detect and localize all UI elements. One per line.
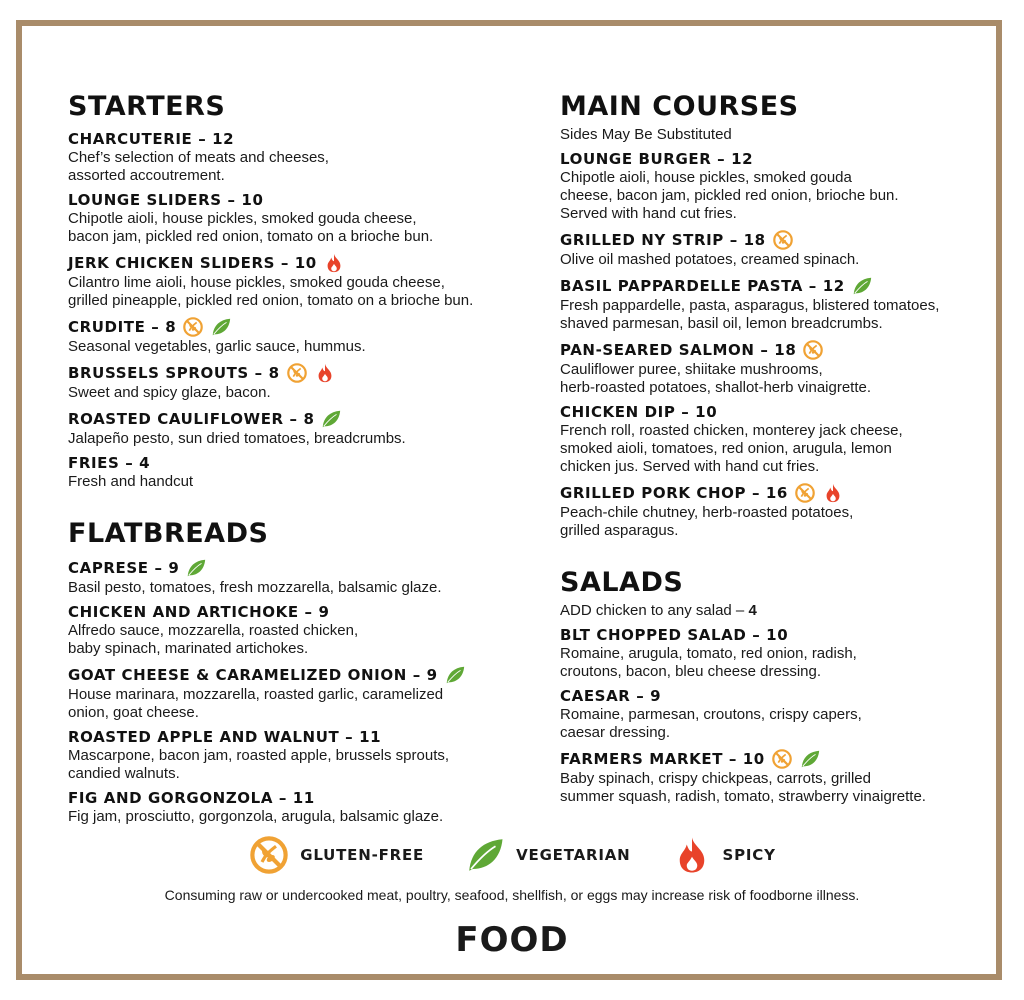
menu-item bbox=[68, 664, 536, 722]
section-note: Sides May Be Substituted bbox=[560, 126, 732, 143]
item-list bbox=[560, 626, 990, 806]
menu-item bbox=[560, 748, 990, 806]
section-main-courses bbox=[560, 90, 990, 540]
legend-gluten-free bbox=[248, 834, 424, 876]
menu-item-description: Fig jam, prosciutto, gorgonzola, arugula, balsamic glaze. bbox=[68, 808, 444, 825]
menu-item bbox=[68, 316, 536, 356]
menu-item bbox=[68, 191, 536, 246]
gluten-free-icon bbox=[248, 834, 290, 876]
vegetarian-icon bbox=[185, 557, 207, 579]
menu-item-name: CHICKEN DIP – 10 bbox=[560, 403, 718, 421]
section-title: FLATBREADS bbox=[68, 518, 269, 549]
menu-item-name: PAN-SEARED SALMON – 18 bbox=[560, 340, 797, 359]
menu-item-title bbox=[68, 362, 536, 384]
menu-item-description: Mascarpone, bacon jam, roasted apple, brussels sprouts, candied walnuts. bbox=[68, 747, 450, 782]
menu-item bbox=[68, 362, 536, 402]
gluten-free-icon bbox=[772, 229, 794, 251]
menu-item bbox=[560, 626, 990, 681]
menu-item-description: Seasonal vegetables, garlic sauce, hummus. bbox=[68, 338, 366, 355]
item-list bbox=[560, 150, 990, 540]
vegetarian-icon bbox=[464, 834, 506, 876]
menu-item-description: Cauliflower puree, shiitake mushrooms, herb-roasted potatoes, shallot-herb vinaigrette. bbox=[560, 361, 872, 396]
menu-item-title bbox=[560, 403, 990, 422]
menu-item-description: Sweet and spicy glaze, bacon. bbox=[68, 384, 271, 401]
gluten-free-icon bbox=[286, 362, 308, 384]
menu-item-name: LOUNGE BURGER – 12 bbox=[560, 150, 754, 168]
menu-item-description: Basil pesto, tomatoes, fresh mozzarella, balsamic glaze. bbox=[68, 579, 442, 596]
menu-item-title bbox=[68, 130, 536, 149]
menu-item-name: CHARCUTERIE – 12 bbox=[68, 130, 235, 148]
menu-item-title bbox=[560, 748, 990, 770]
menu-item-title bbox=[560, 687, 990, 706]
menu-item bbox=[560, 339, 990, 397]
menu-item-name: FRIES – 4 bbox=[68, 454, 151, 472]
menu-item-name: GRILLED NY STRIP – 18 bbox=[560, 230, 766, 249]
menu-item-description: Fresh pappardelle, pasta, asparagus, blistered tomatoes, shaved parmesan, basil oil, lemon breadcrumbs. bbox=[560, 297, 940, 332]
menu-item-name: CRUDITE – 8 bbox=[68, 317, 177, 336]
salad-note-price: 4 bbox=[748, 602, 757, 619]
right-column bbox=[560, 90, 990, 806]
menu-item bbox=[560, 275, 990, 333]
menu-item-title bbox=[560, 339, 990, 361]
menu-item bbox=[68, 789, 536, 826]
section-title: MAIN COURSES bbox=[560, 91, 799, 122]
spicy-icon bbox=[323, 252, 345, 274]
menu-item-title bbox=[68, 316, 536, 338]
menu-item-title bbox=[560, 229, 990, 251]
legend-label: GLUTEN-FREE bbox=[300, 846, 425, 864]
menu-item-name: ROASTED CAULIFLOWER – 8 bbox=[68, 409, 315, 428]
section-title: SALADS bbox=[560, 567, 684, 598]
page-title: FOOD bbox=[455, 920, 569, 960]
legend-label: VEGETARIAN bbox=[516, 846, 631, 864]
icon-legend bbox=[0, 834, 1024, 876]
vegetarian-icon bbox=[320, 408, 342, 430]
vegetarian-icon bbox=[444, 664, 466, 686]
menu-item-name: FARMERS MARKET – 10 bbox=[560, 749, 765, 768]
menu-item bbox=[68, 454, 536, 491]
menu-item-title bbox=[68, 252, 536, 274]
menu-item-description: Chef’s selection of meats and cheeses, assorted accoutrement. bbox=[68, 149, 329, 184]
menu-item-title bbox=[68, 454, 536, 473]
menu-item-description: Jalapeño pesto, sun dried tomatoes, breadcrumbs. bbox=[68, 430, 406, 447]
menu-item-title bbox=[68, 557, 536, 579]
menu-item bbox=[560, 229, 990, 269]
menu-item-description: Chipotle aioli, house pickles, smoked gouda cheese, bacon jam, pickled red onion, tomato on a brioche bun. bbox=[68, 210, 434, 245]
salad-note-text: ADD chicken to any salad – bbox=[560, 602, 749, 619]
menu-item-title bbox=[560, 482, 990, 504]
menu-item-name: FIG AND GORGONZOLA – 11 bbox=[68, 789, 315, 807]
menu-item-description: Peach-chile chutney, herb-roasted potatoes, grilled asparagus. bbox=[560, 504, 854, 539]
menu-item-description: Fresh and handcut bbox=[68, 473, 194, 490]
gluten-free-icon bbox=[794, 482, 816, 504]
menu-item-title bbox=[560, 150, 990, 169]
menu-item bbox=[68, 130, 536, 185]
menu-item-name: JERK CHICKEN SLIDERS – 10 bbox=[68, 253, 317, 272]
item-list bbox=[68, 130, 536, 491]
section-flatbreads bbox=[68, 517, 536, 826]
menu-item bbox=[68, 408, 536, 448]
menu-item bbox=[68, 252, 536, 310]
menu-item bbox=[560, 482, 990, 540]
menu-item-description: House marinara, mozzarella, roasted garlic, caramelized onion, goat cheese. bbox=[68, 686, 444, 721]
menu-item-title bbox=[68, 789, 536, 808]
menu-item-description: Baby spinach, crispy chickpeas, carrots, grilled summer squash, radish, tomato, strawberry vinaigrette. bbox=[560, 770, 926, 805]
left-column bbox=[68, 90, 536, 826]
menu-item-description: Alfredo sauce, mozzarella, roasted chicken, baby spinach, marinated artichokes. bbox=[68, 622, 359, 657]
spicy-icon bbox=[671, 834, 713, 876]
menu-item-title bbox=[68, 408, 536, 430]
vegetarian-icon bbox=[851, 275, 873, 297]
menu-item-name: CAPRESE – 9 bbox=[68, 558, 180, 577]
vegetarian-icon bbox=[799, 748, 821, 770]
menu-item-title bbox=[560, 275, 990, 297]
section-starters bbox=[68, 90, 536, 491]
menu-item-description: Cilantro lime aioli, house pickles, smoked gouda cheese, grilled pineapple, pickled red onion, tomato on a brioche bun. bbox=[68, 274, 474, 309]
section-note bbox=[560, 602, 990, 620]
legend-label: SPICY bbox=[722, 846, 776, 864]
menu-item-description: Romaine, parmesan, croutons, crispy capers, caesar dressing. bbox=[560, 706, 862, 741]
menu-item-name: LOUNGE SLIDERS – 10 bbox=[68, 191, 264, 209]
menu-item-title bbox=[68, 603, 536, 622]
legend-spicy bbox=[671, 834, 776, 876]
spicy-icon bbox=[822, 482, 844, 504]
gluten-free-icon bbox=[771, 748, 793, 770]
menu-item-title bbox=[68, 191, 536, 210]
menu-item-name: GRILLED PORK CHOP – 16 bbox=[560, 483, 788, 502]
menu-item-name: ROASTED APPLE AND WALNUT – 11 bbox=[68, 728, 382, 746]
menu-item bbox=[560, 687, 990, 742]
menu-item-name: CAESAR – 9 bbox=[560, 687, 662, 705]
menu-item-description: Olive oil mashed potatoes, creamed spinach. bbox=[560, 251, 860, 268]
gluten-free-icon bbox=[802, 339, 824, 361]
vegetarian-icon bbox=[210, 316, 232, 338]
section-salads bbox=[560, 566, 990, 806]
spicy-icon bbox=[314, 362, 336, 384]
menu-item-name: BRUSSELS SPROUTS – 8 bbox=[68, 363, 280, 382]
section-title: STARTERS bbox=[68, 91, 226, 122]
menu-item-name: BLT CHOPPED SALAD – 10 bbox=[560, 626, 789, 644]
menu-item-title bbox=[68, 664, 536, 686]
menu-item-description: Romaine, arugula, tomato, red onion, radish, croutons, bacon, bleu cheese dressing. bbox=[560, 645, 857, 680]
menu-item bbox=[68, 728, 536, 783]
menu-item-description: French roll, roasted chicken, monterey jack cheese, smoked aioli, tomatoes, red onion, arugula, lemon chicken jus. Served with hand cut fries. bbox=[560, 422, 903, 475]
legend-vegetarian bbox=[464, 834, 630, 876]
gluten-free-icon bbox=[182, 316, 204, 338]
menu-item-name: BASIL PAPPARDELLE PASTA – 12 bbox=[560, 276, 845, 295]
menu-item-name: GOAT CHEESE & CARAMELIZED ONION – 9 bbox=[68, 665, 438, 684]
menu-item-title bbox=[560, 626, 990, 645]
menu-item-title bbox=[68, 728, 536, 747]
menu-item-description: Chipotle aioli, house pickles, smoked gouda cheese, bacon jam, pickled red onion, brioche bun. Served with hand cut fries. bbox=[560, 169, 899, 222]
menu-item bbox=[68, 603, 536, 658]
menu-item-name: CHICKEN AND ARTICHOKE – 9 bbox=[68, 603, 330, 621]
menu-item bbox=[68, 557, 536, 597]
menu-item bbox=[560, 150, 990, 223]
menu-item bbox=[560, 403, 990, 476]
food-safety-disclaimer: Consuming raw or undercooked meat, poultry, seafood, shellfish, or eggs may increase risk of foodborne illness. bbox=[164, 887, 860, 903]
item-list bbox=[68, 557, 536, 826]
